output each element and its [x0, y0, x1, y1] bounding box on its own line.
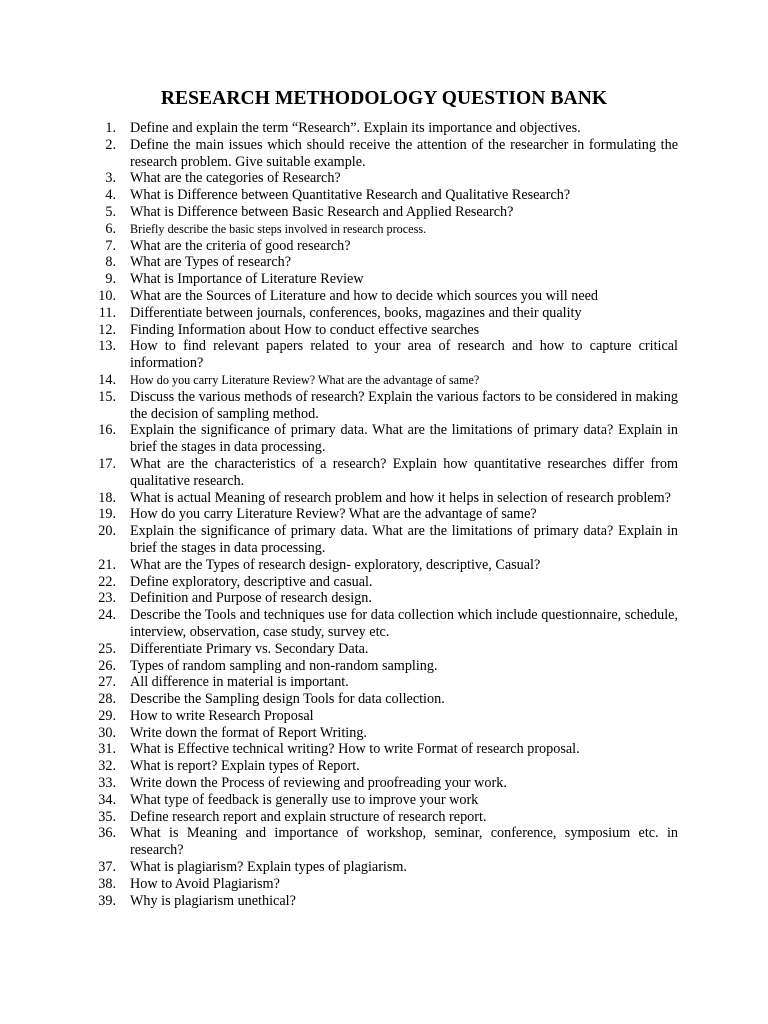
question-number: 5. — [105, 203, 116, 220]
question-item — [92, 809, 678, 826]
question-text: What is Difference between Basic Research and Applied Research? — [130, 203, 514, 220]
question-number: 31. — [98, 741, 116, 758]
question-item — [92, 422, 678, 456]
question-item — [92, 557, 678, 574]
page-title: RESEARCH METHODOLOGY QUESTION BANK — [160, 88, 608, 109]
question-text: How do you carry Literature Review? What are the advantage of same? — [130, 506, 537, 523]
question-text: Briefly describe the basic steps involved in research process. — [130, 221, 427, 236]
question-text: What is Meaning and importance of workshop, seminar, conference, symposium etc. in research? — [130, 825, 678, 859]
question-number: 30. — [98, 724, 116, 741]
question-item — [92, 372, 678, 389]
question-text: Types of random sampling and non-random sampling. — [130, 657, 438, 674]
question-item — [92, 238, 678, 255]
question-text: What are the criteria of good research? — [130, 237, 351, 254]
question-number: 36. — [98, 825, 116, 842]
question-text: Why is plagiarism unethical? — [130, 892, 296, 909]
question-number: 37. — [98, 859, 116, 876]
question-text: Define exploratory, descriptive and casual. — [130, 573, 373, 590]
question-item — [92, 825, 678, 859]
question-number: 20. — [98, 523, 116, 540]
question-number: 9. — [105, 271, 116, 288]
question-item — [92, 758, 678, 775]
question-number: 24. — [98, 607, 116, 624]
question-text: Discuss the various methods of research? Explain the various factors to be considered in making the decision of sampling method. — [130, 388, 678, 422]
question-item — [92, 271, 678, 288]
question-number: 32. — [98, 758, 116, 775]
question-item — [92, 221, 678, 238]
question-number: 13. — [98, 338, 116, 355]
question-item — [92, 305, 678, 322]
question-item — [92, 775, 678, 792]
question-number: 17. — [98, 455, 116, 472]
question-number: 14. — [98, 371, 116, 388]
question-number: 10. — [98, 287, 116, 304]
question-item — [92, 674, 678, 691]
question-text: Define the main issues which should receive the attention of the researcher in formulating the research problem. Give suitable example. — [130, 136, 678, 170]
question-text: What is Effective technical writing? How to write Format of research proposal. — [130, 741, 580, 758]
question-number: 15. — [98, 388, 116, 405]
question-item — [92, 792, 678, 809]
question-number: 29. — [98, 707, 116, 724]
question-item — [92, 338, 678, 372]
question-text: Definition and Purpose of research design. — [130, 590, 372, 607]
question-item — [92, 859, 678, 876]
question-number: 2. — [105, 136, 116, 153]
question-text: What is report? Explain types of Report. — [130, 758, 360, 775]
question-item — [92, 490, 678, 507]
question-text: What is actual Meaning of research problem and how it helps in selection of research problem? — [130, 489, 671, 506]
question-text: All difference in material is important. — [130, 674, 349, 691]
question-text: What are the characteristics of a research? Explain how quantitative researches differ from qualitative research. — [130, 455, 678, 489]
question-text: Finding Information about How to conduct effective searches — [130, 321, 480, 338]
question-number: 1. — [105, 120, 116, 136]
question-text: What type of feedback is generally use to improve your work — [130, 791, 479, 808]
question-number: 18. — [98, 489, 116, 506]
question-number: 39. — [98, 892, 116, 909]
question-number: 25. — [98, 640, 116, 657]
question-text: What are the Types of research design- exploratory, descriptive, Casual? — [130, 556, 541, 573]
question-number: 33. — [98, 775, 116, 792]
question-item — [92, 288, 678, 305]
question-text: How to write Research Proposal — [130, 707, 314, 724]
question-number: 27. — [98, 674, 116, 691]
question-text: What are the Sources of Literature and how to decide which sources you will need — [130, 287, 599, 304]
question-text: How do you carry Literature Review? What are the advantage of same? — [130, 372, 480, 387]
question-item — [92, 254, 678, 271]
question-item — [92, 876, 678, 893]
question-item — [92, 120, 678, 137]
question-item — [92, 456, 678, 490]
question-item — [92, 691, 678, 708]
question-item — [92, 893, 678, 910]
question-number: 8. — [105, 254, 116, 271]
question-text: Explain the significance of primary data. What are the limitations of primary data? Explain in brief the stages in data processing. — [130, 523, 678, 556]
question-number: 23. — [98, 590, 116, 607]
question-text: Differentiate between journals, conferences, books, magazines and their quality — [130, 304, 582, 321]
question-item — [92, 574, 678, 591]
question-item — [92, 204, 678, 221]
question-text: Describe the Tools and techniques use for data collection which include questionnaire, schedule, interview, observation, case study, survey etc. — [130, 607, 678, 640]
question-text: How to find relevant papers related to your area of research and how to capture critical information? — [130, 338, 678, 372]
question-text: Differentiate Primary vs. Secondary Data. — [130, 640, 369, 657]
question-item — [92, 725, 678, 742]
question-item — [92, 187, 678, 204]
question-number: 6. — [105, 220, 116, 237]
question-item — [92, 590, 678, 607]
question-item — [92, 506, 678, 523]
question-number: 7. — [105, 237, 116, 254]
question-number: 4. — [105, 187, 116, 204]
question-number: 35. — [98, 808, 116, 825]
question-text: Explain the significance of primary data. What are the limitations of primary data? Explain in brief the stages in data processing. — [130, 422, 678, 456]
question-text: Write down the Process of reviewing and proofreading your work. — [130, 775, 507, 792]
question-text: What is Importance of Literature Review — [130, 271, 364, 288]
question-list — [92, 120, 678, 909]
question-item — [92, 741, 678, 758]
question-item — [92, 170, 678, 187]
question-number: 12. — [98, 321, 116, 338]
question-item — [92, 641, 678, 658]
question-number: 19. — [98, 506, 116, 523]
question-text: Define research report and explain structure of research report. — [130, 808, 487, 825]
question-number: 34. — [98, 791, 116, 808]
question-text: How to Avoid Plagiarism? — [130, 875, 280, 892]
question-number: 26. — [98, 657, 116, 674]
question-number: 3. — [105, 170, 116, 187]
question-number: 21. — [98, 556, 116, 573]
question-text: What is plagiarism? Explain types of plagiarism. — [130, 859, 407, 876]
question-item — [92, 322, 678, 339]
question-item — [92, 658, 678, 675]
question-text: What are the categories of Research? — [130, 170, 341, 187]
question-text: Describe the Sampling design Tools for data collection. — [130, 691, 445, 708]
question-text: Write down the format of Report Writing. — [130, 724, 367, 741]
question-number: 38. — [98, 875, 116, 892]
question-text: What are Types of research? — [130, 254, 292, 271]
question-text: Define and explain the term “Research”. Explain its importance and objectives. — [130, 120, 581, 136]
question-number: 22. — [98, 573, 116, 590]
question-item — [92, 708, 678, 725]
question-number: 11. — [98, 304, 116, 321]
question-item — [92, 607, 678, 641]
question-item — [92, 523, 678, 557]
question-text: What is Difference between Quantitative Research and Qualitative Research? — [130, 187, 571, 204]
question-number: 16. — [98, 422, 116, 439]
question-item — [92, 137, 678, 171]
question-item — [92, 389, 678, 423]
question-number: 28. — [98, 691, 116, 708]
